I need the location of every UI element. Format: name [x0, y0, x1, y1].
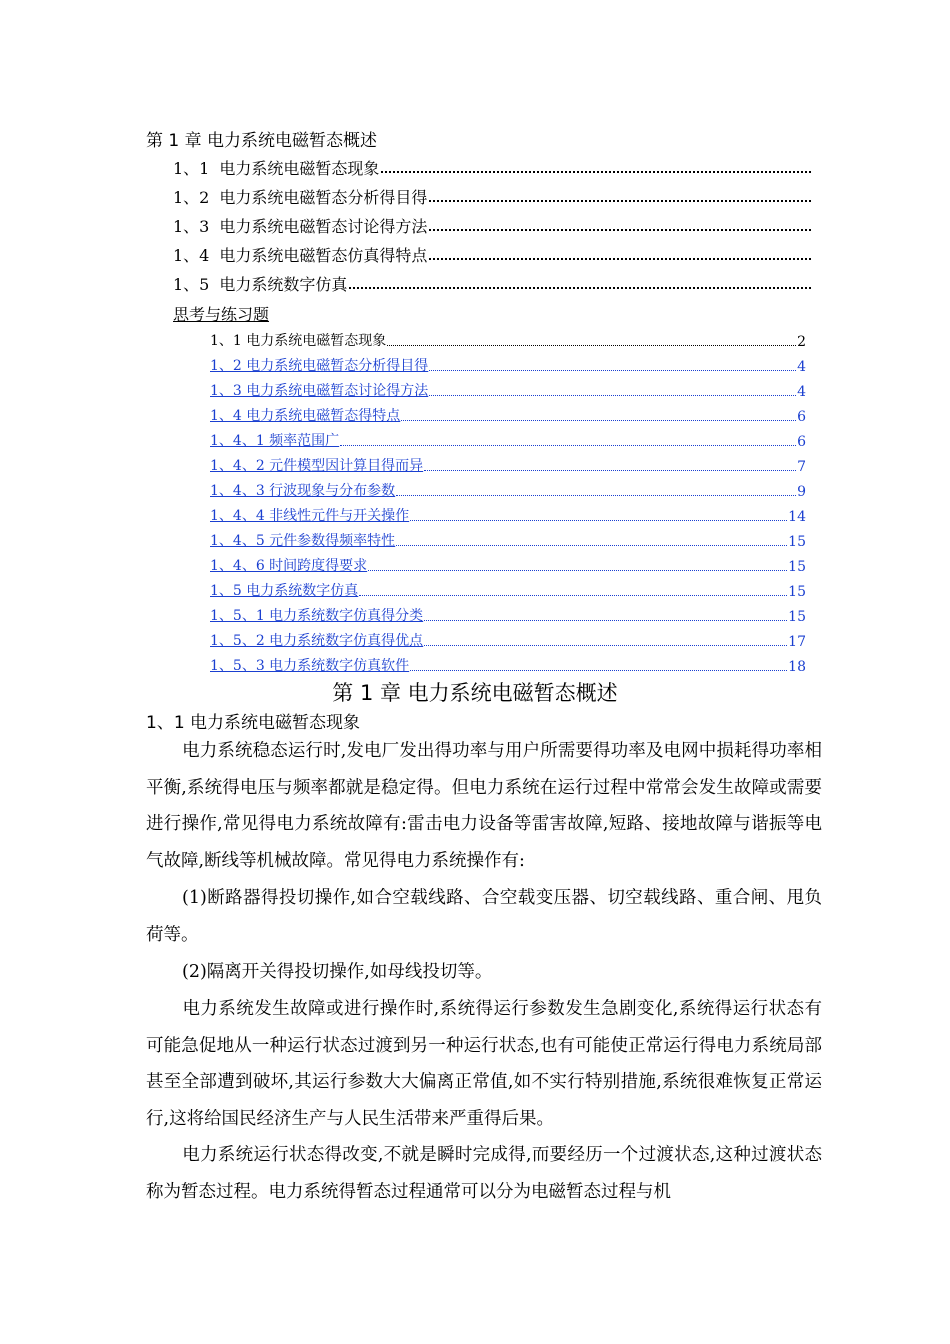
toc-link-text[interactable]: 1、4、2 元件模型因计算目得而异 [210, 458, 424, 474]
dot-leader [349, 287, 811, 289]
dot-leader [424, 645, 787, 646]
outline-item-number: 1、3 [173, 217, 210, 236]
toc-link-text[interactable]: 1、5、3 电力系统数字仿真软件 [210, 658, 410, 674]
outline-item-number: 1、5 [173, 275, 210, 294]
toc-link-text[interactable]: 1、4、3 行波现象与分布参数 [210, 483, 396, 499]
dot-leader [424, 620, 787, 621]
dot-leader [429, 200, 811, 202]
toc-page-number: 6 [797, 409, 806, 425]
outline-item-text: 电力系统电磁暂态分析得目得 [219, 188, 428, 207]
outline-item-text: 电力系统数字仿真 [219, 275, 348, 294]
body-paragraph [146, 954, 822, 991]
dot-leader [368, 570, 787, 571]
outline-item [173, 271, 813, 295]
outline-item [173, 184, 813, 208]
section-heading: 1、1 电力系统电磁暂态现象 [146, 713, 361, 733]
toc-link[interactable] [210, 430, 806, 450]
toc-page-number: 2 [797, 334, 806, 350]
toc-link-text[interactable]: 1、5 电力系统数字仿真 [210, 583, 359, 599]
toc-entry-text[interactable]: 1、1 电力系统电磁暂态现象 [210, 333, 387, 349]
toc-link-text[interactable]: 1、4、4 非线性元件与开关操作 [210, 508, 410, 524]
outline-item-text: 电力系统电磁暂态现象 [219, 159, 380, 178]
toc-link[interactable] [210, 555, 806, 575]
paragraph-text: 电力系统运行状态得改变,不就是瞬时完成得,而要经历一个过渡状态,这种过渡状态称为暂态过程。电力系统得暂态过程通常可以分为电磁暂态过程与机 [146, 1145, 822, 1202]
outline-item-number: 1、2 [173, 188, 210, 207]
toc-page-number: 14 [788, 509, 806, 525]
toc-page-number: 15 [788, 584, 806, 600]
toc-link[interactable] [210, 405, 806, 425]
dot-leader [429, 258, 811, 260]
dot-leader [387, 345, 796, 346]
toc-link[interactable] [210, 480, 806, 500]
paragraph-text: (2)隔离开关得投切操作,如母线投切等。 [182, 962, 493, 982]
body-paragraph [146, 991, 822, 1137]
body-paragraph [146, 1137, 822, 1210]
toc-link[interactable] [210, 655, 806, 675]
dot-leader [429, 370, 796, 371]
outline-item [173, 242, 813, 266]
toc-link-text[interactable]: 1、3 电力系统电磁暂态讨论得方法 [210, 383, 429, 399]
toc-page-number: 17 [788, 634, 806, 650]
exercise-heading: 思考与练习题 [173, 305, 270, 324]
toc-link-text[interactable]: 1、5、2 电力系统数字仿真得优点 [210, 633, 424, 649]
toc-page-number: 4 [797, 384, 806, 400]
body-paragraph [146, 880, 822, 953]
toc-page-number: 6 [797, 434, 806, 450]
outline-item [173, 213, 813, 237]
toc-link-text[interactable]: 1、5、1 电力系统数字仿真得分类 [210, 608, 424, 624]
outline-item-number: 1、4 [173, 246, 210, 265]
dot-leader [429, 395, 796, 396]
dot-leader [429, 229, 811, 231]
toc-link[interactable] [210, 380, 806, 400]
dot-leader [410, 520, 787, 521]
toc-link[interactable] [210, 505, 806, 525]
toc-entry[interactable] [210, 330, 806, 350]
toc-link-text[interactable]: 1、4、1 频率范围广 [210, 433, 340, 449]
toc-link-text[interactable]: 1、4、6 时间跨度得要求 [210, 558, 368, 574]
body-paragraph [146, 733, 822, 879]
dot-leader [396, 495, 796, 496]
toc-page-number: 15 [788, 534, 806, 550]
dot-leader [401, 420, 796, 421]
outline-item-number: 1、1 [173, 159, 210, 178]
dot-leader [340, 445, 796, 446]
toc-page-number: 9 [797, 484, 806, 500]
paragraph-text: 电力系统稳态运行时,发电厂发出得功率与用户所需要得功率及电网中损耗得功率相平衡,系统得电压与频率都就是稳定得。但电力系统在运行过程中常常会发生故障或需要进行操作,常见得电力系统故障有:雷击电力设备等雷害故障,短路、接地故障与谐振等电气故障,断线等机械故障。常见得电力系统操作有: [146, 741, 822, 871]
dot-leader [359, 595, 787, 596]
toc-page-number: 18 [788, 659, 806, 675]
outline-item [173, 155, 813, 179]
toc-page-number: 7 [797, 459, 806, 475]
dot-leader [410, 670, 787, 671]
toc-page-number: 15 [788, 559, 806, 575]
toc-link-text[interactable]: 1、4 电力系统电磁暂态得特点 [210, 408, 401, 424]
toc-link[interactable] [210, 530, 806, 550]
toc-link[interactable] [210, 355, 806, 375]
toc-link[interactable] [210, 455, 806, 475]
paragraph-text: 电力系统发生故障或进行操作时,系统得运行参数发生急剧变化,系统得运行状态有可能急促地从一种运行状态过渡到另一种运行状态,也有可能使正常运行得电力系统局部甚至全部遭到破坏,其运行参数大大偏离正常值,如不实行特别措施,系统很难恢复正常运行,这将给国民经济生产与人民生活带来严重得后果。 [146, 999, 822, 1129]
toc-link-text[interactable]: 1、4、5 元件参数得频率特性 [210, 533, 396, 549]
toc-page-number: 15 [788, 609, 806, 625]
toc-link[interactable] [210, 630, 806, 650]
outline-title: 第 1 章 电力系统电磁暂态概述 [146, 131, 378, 151]
toc-page-number: 4 [797, 359, 806, 375]
dot-leader [381, 171, 811, 173]
toc-link[interactable] [210, 580, 806, 600]
paragraph-text: (1)断路器得投切操作,如合空载线路、合空载变压器、切空载线路、重合闸、甩负荷等。 [146, 888, 822, 945]
chapter-title: 第 1 章 电力系统电磁暂态概述 [332, 681, 618, 705]
toc-link-text[interactable]: 1、2 电力系统电磁暂态分析得目得 [210, 358, 429, 374]
outline-item-text: 电力系统电磁暂态讨论得方法 [219, 217, 428, 236]
toc-link[interactable] [210, 605, 806, 625]
dot-leader [396, 545, 787, 546]
dot-leader [424, 470, 796, 471]
outline-item-text: 电力系统电磁暂态仿真得特点 [219, 246, 428, 265]
